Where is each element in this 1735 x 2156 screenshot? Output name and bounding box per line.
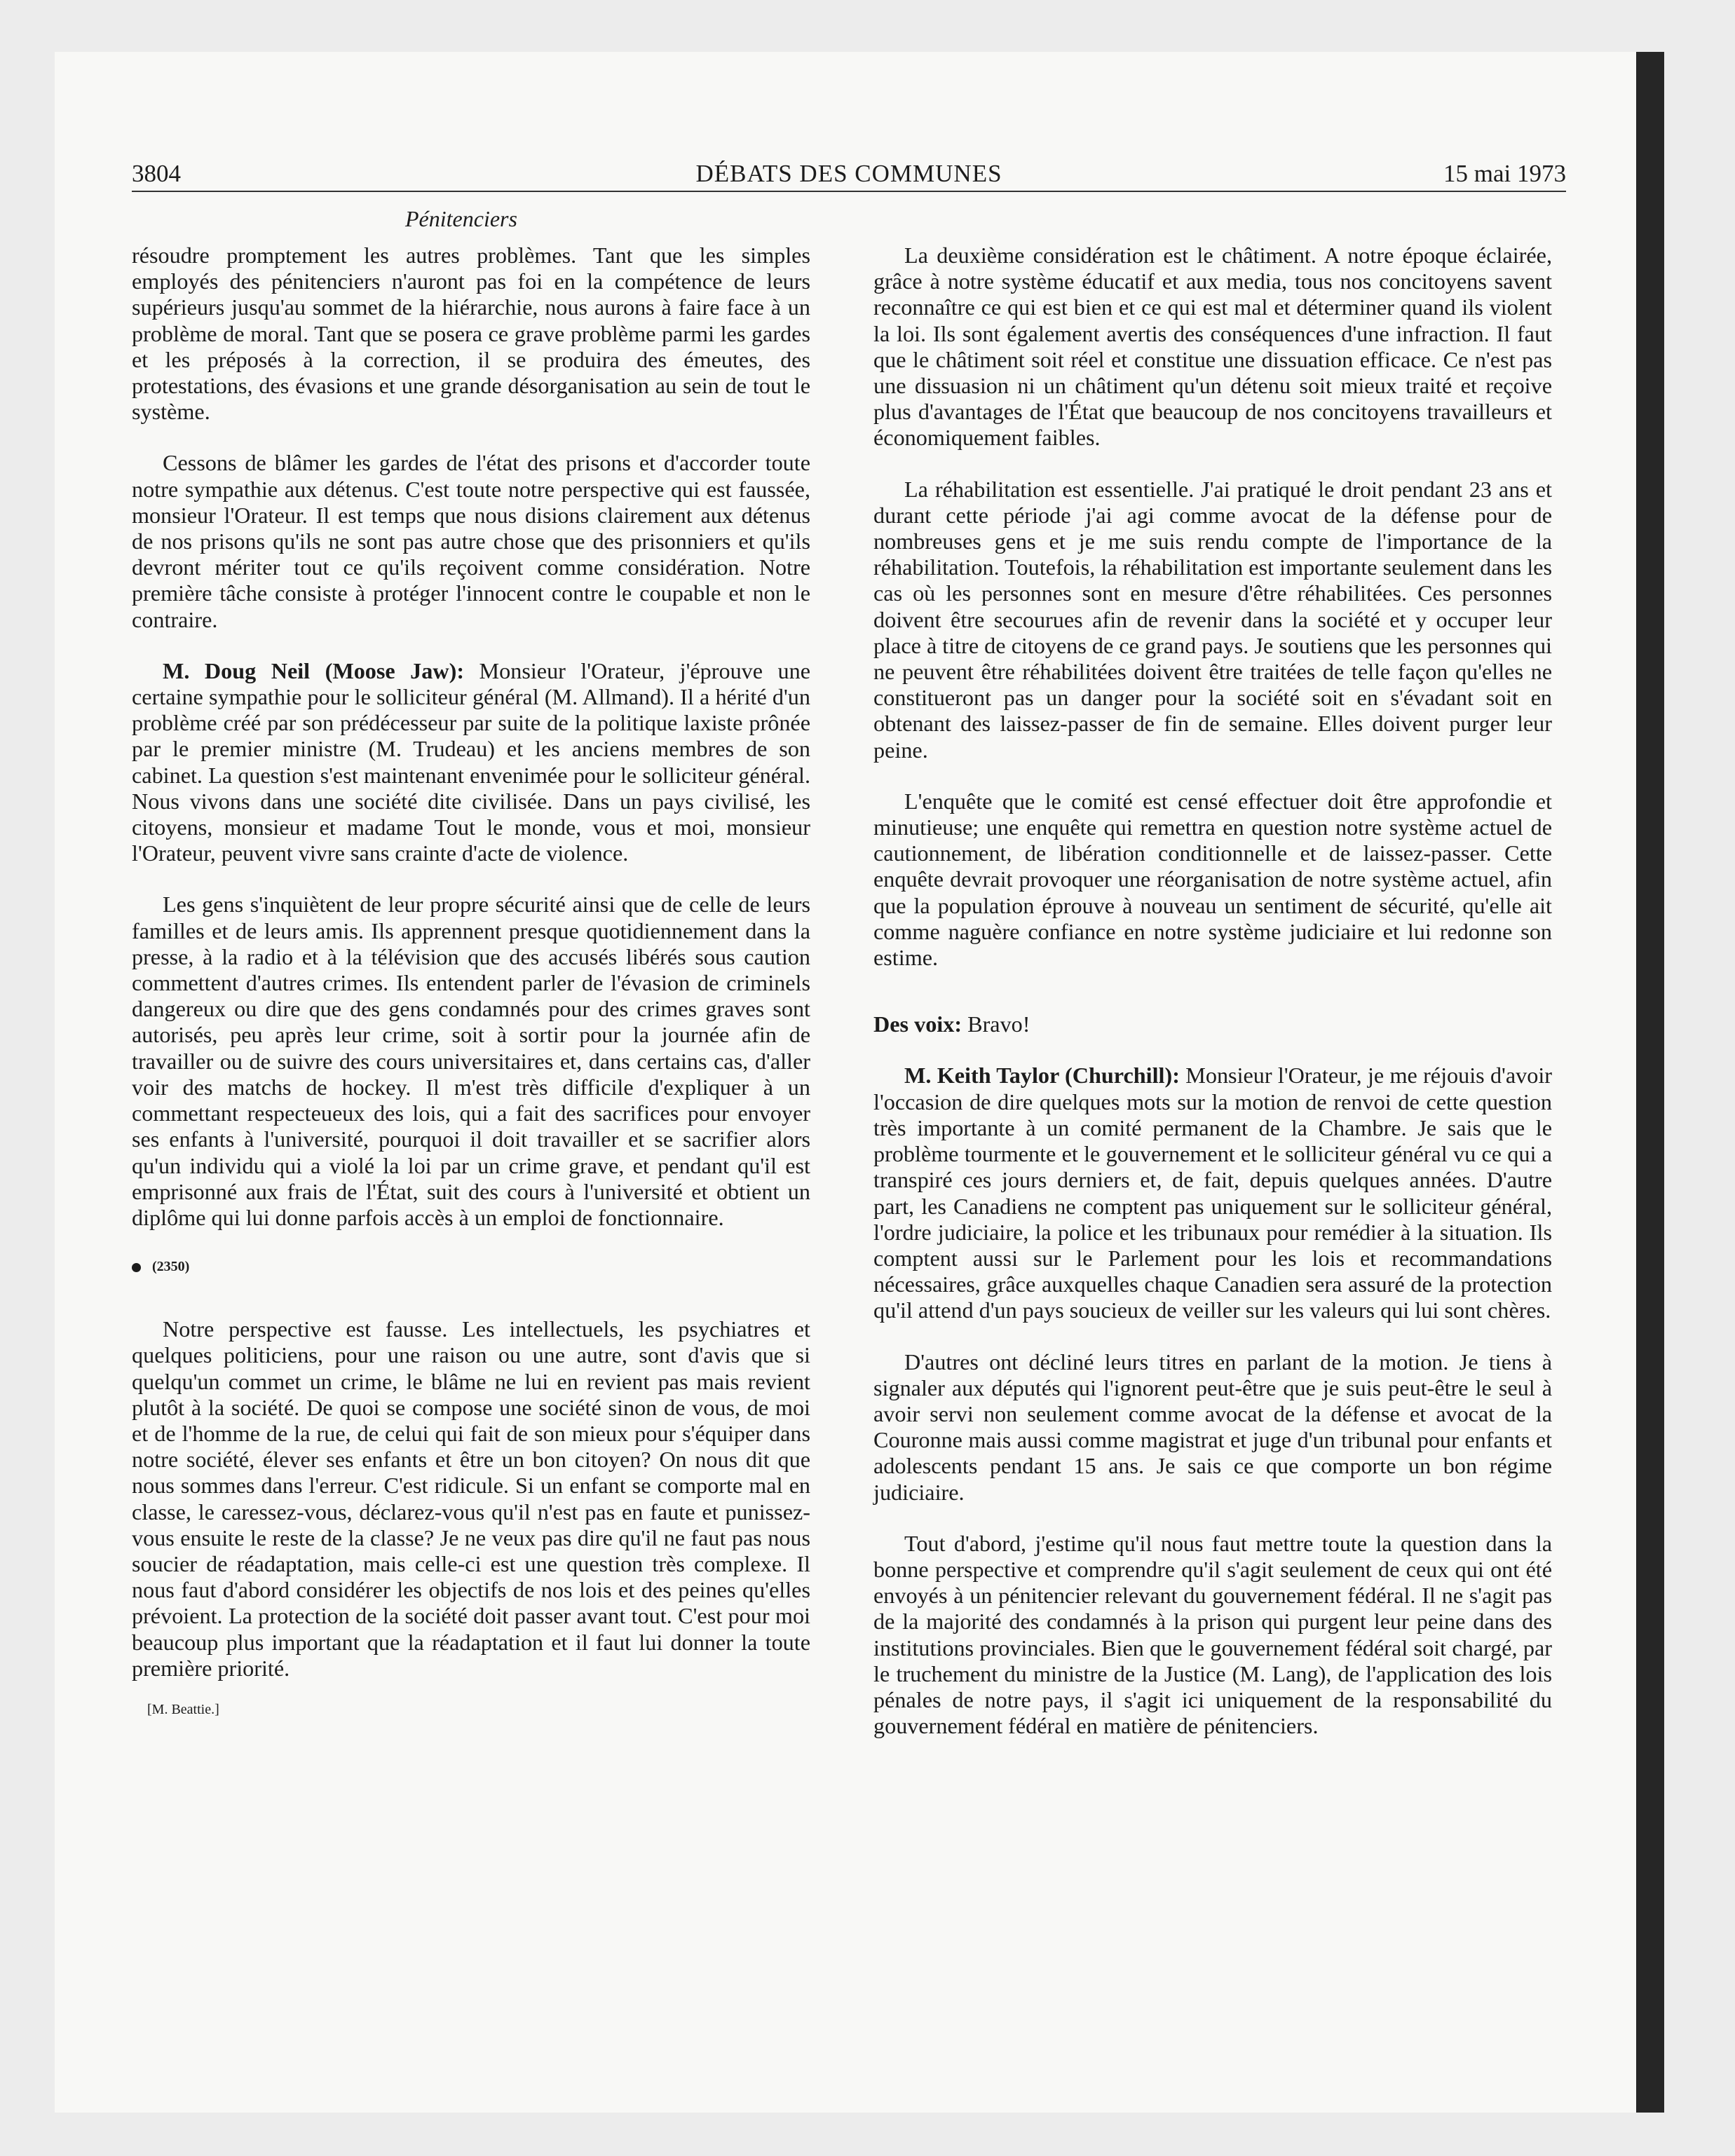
bullet-icon: [132, 1263, 141, 1272]
page-header: [132, 156, 1566, 192]
scan-edge-bar: [1636, 52, 1664, 2113]
paragraph: résoudre promptement les autres problèmes. Tant que les simples employés des pénitenciers n'auront pas foi en la compétence de leurs supérieurs jusqu'au sommet de la hiérarchie, nous aurons à faire face à un problème de moral. Tant que se posera ce grave problème parmi les gardes et les préposés à la correction, il se produira des émeutes, des protestations, des évasions et une grande désorganisation au sein de tout le système.: [132, 243, 810, 425]
paragraph: La deuxième considération est le châtiment. A notre époque éclairée, grâce à notre système éducatif et aux media, tous nos concitoyens savent reconnaître ce qui est bien et ce qui est mal et déterminer quand ils violent la loi. Ils sont également avertis des conséquences d'une infraction. Il faut que le châtiment soit réel et constitue une dissuation efficace. Ce n'est pas une dissuasion ni un châtiment qu'un détenu soit mieux traité et reçoive plus d'avantages de l'État que beaucoup de nos concitoyens travailleurs et économiquement faibles.: [873, 243, 1552, 451]
speech-text: Monsieur l'Orateur, j'éprouve une certaine sympathie pour le solliciteur général (M. Allmand). Il a hérité d'un problème créé par son prédécesseur par suite de la politique laxiste prônée par le premier ministre (M. Trudeau) et les anciens membres de son cabinet. La question s'est maintenant envenimée pour le solliciteur général. Nous vivons dans une société dite civilisée. Dans un pays civilisé, les citoyens, monsieur et madame Tout le monde, vous et moi, monsieur l'Orateur, peuvent vivre sans crainte d'acte de violence.: [132, 657, 810, 866]
paragraph: Cessons de blâmer les gardes de l'état des prisons et d'accorder toute notre sympathie aux détenus. C'est toute notre perspective qui est faussée, monsieur l'Orateur. Il est temps que nous disions clairement aux détenus de nos prisons qu'ils ne sont pas autre chose que des prisonniers et qu'ils devront mériter tout ce qu'ils reçoivent comme considération. Notre première tâche consiste à protéger l'innocent contre le coupable et non le contraire.: [132, 450, 810, 632]
paragraph: L'enquête que le comité est censé effectuer doit être approfondie et minutieuse; une enquête qui remettra en question notre système actuel de cautionnement, de libération conditionnelle et de laissez-passer. Cette enquête devrait provoquer une réorganisation de notre système actuel, afin que la population éprouve à nouveau un sentiment de sécurité, qu'elle ait comme naguère confiance en notre système judiciaire et lui redonne son estime.: [873, 788, 1552, 971]
page-date: 15 mai 1973: [1443, 160, 1566, 187]
publication-title: DÉBATS DES COMMUNES: [695, 160, 1002, 187]
speech-paragraph: [132, 658, 810, 867]
interjection: [873, 1011, 1552, 1037]
paragraph: La réhabilitation est essentielle. J'ai pratiqué le droit pendant 23 ans et durant cette période j'ai agi comme avocat de la défense pour de nombreuses gens et je me suis rendu compte de l'importance de la réhabilitation. Toutefois, la réhabilitation est importante seulement dans les cas où les personnes sont en mesure d'être réhabilitées. Ces personnes doivent être secourues afin de revenir dans la société et y occuper leur place à titre de citoyens de ce grand pays. Je soutiens que les personnes qui ne peuvent être réhabilitées doivent être traitées de telle façon qu'elles ne constitueront pas un danger pour la société soit en s'évadant soit en obtenant des laissez-passer de fin de semaine. Elles doivent purger leur peine.: [873, 476, 1552, 763]
paragraph: D'autres ont décliné leurs titres en parlant de la motion. Je tiens à signaler aux députés qui l'ignorent peut-être que je suis peut-être le seul à avoir servi non seulement comme avocat de la défense et avocat de la Couronne mais aussi comme magistrat et juge d'un tribunal pour enfants et adolescents pendant 15 ans. Je sais ce que comporte un bon régime judiciaire.: [873, 1349, 1552, 1505]
speaker-name: Des voix:: [873, 1011, 962, 1037]
time-marker: [132, 1256, 810, 1277]
time-marker-text: (2350): [152, 1259, 190, 1275]
paragraph: Tout d'abord, j'estime qu'il nous faut mettre toute la question dans la bonne perspective et comprendre qu'il s'agit seulement de ceux qui ont été envoyés à un pénitencier relevant du gouvernement fédéral. Il ne s'agit pas de la majorité des condamnés à la prison qui purgent leur peine dans des institutions provinciales. Bien que le gouvernement fédéral soit chargé, par le truchement du ministre de la Justice (M. Lang), de l'application des lois pénales de notre pays, il s'agit ici uniquement de la responsabilité du gouvernement fédéral en matière de pénitenciers.: [873, 1530, 1552, 1739]
speech-text: Monsieur l'Orateur, je me réjouis d'avoir l'occasion de dire quelques mots sur la motion de renvoi de cette question très importante à un comité permanent de la Chambre. Je sais que le problème tourmente et le gouvernement et le solliciteur général vu ce qui a transpiré ces jours derniers et, de fait, depuis quelques années. D'autre part, les Canadiens ne comptent pas uniquement sur le solliciteur général, l'ordre judiciaire, la police et les tribunaux pour remédier à la situation. Ils comptent aussi sur le Parlement pour les lois et recommandations nécessaires, grâce auxquelles chaque Canadien sera assuré de la protection qu'il attend d'un pays soucieux de veiller sur les valeurs qui lui sont chères.: [873, 1063, 1552, 1323]
right-column: [873, 243, 1552, 1764]
speaker-name: M. Doug Neil (Moose Jaw):: [163, 657, 465, 683]
speech-paragraph: [873, 1063, 1552, 1323]
interjection-text: Bravo!: [962, 1011, 1030, 1037]
speaker-name: M. Keith Taylor (Churchill):: [904, 1063, 1180, 1089]
page-number: 3804: [132, 160, 181, 187]
speaker-attribution: [M. Beattie.]: [147, 1701, 219, 1717]
subject-heading: Pénitenciers: [405, 206, 517, 231]
paragraph: Les gens s'inquiètent de leur propre sécurité ainsi que de celle de leurs familles et de leurs amis. Ils apprennent presque quotidiennement dans la presse, à la radio et à la télévision que des accusés libérés sous caution commettent d'autres crimes. Ils entendent parler de l'évasion de criminels dangereux ou dire que des gens condamnés pour des crimes graves sont autorisés, peu après leur crime, soit à sortir pour la journée afin de travailler ou de suivre des cours universitaires et, dans certains cas, d'aller voir des matchs de hockey. Il m'est très difficile d'expliquer à un commettant respecteueux des lois, qui a fait des sacrifices pour envoyer ses enfants à l'université, pourquoi il doit travailler et se sacrifier alors qu'un individu qui a violé la loi par un crime grave, et pendant qu'il est emprisonné aux frais de l'État, suit des cours à l'université et obtient un diplôme qui lui donne parfois accès à un emploi de fonctionnaire.: [132, 892, 810, 1230]
paragraph: Notre perspective est fausse. Les intellectuels, les psychiatres et quelques politiciens, pour une raison ou une autre, sont d'avis que si quelqu'un commet un crime, le blâme ne lui en revient pas mais revient plutôt à la société. De quoi se compose une société sinon de vous, de moi et de l'homme de la rue, de celui qui fait de son mieux pour s'équiper dans notre société, élever ses enfants et être un bon citoyen? On nous dit que nous sommes dans l'erreur. C'est ridicule. Si un enfant se comporte mal en classe, le caressez-vous, déclarez-vous qu'il n'est pas en faute et punissez-vous ensuite le reste de la classe? Je ne veux pas dire qu'il ne faut pas nous soucier de réadaptation, mais celle-ci est une question très complexe. Il nous faut d'abord considérer les objectifs de nos lois et des peines qu'elles prévoient. La protection de la société doit passer avant tout. C'est pour moi beaucoup plus important que la réadaptation et il faut lui donner la toute première priorité.: [132, 1316, 810, 1681]
header-rule: [132, 191, 1566, 192]
left-column: [132, 243, 810, 1719]
